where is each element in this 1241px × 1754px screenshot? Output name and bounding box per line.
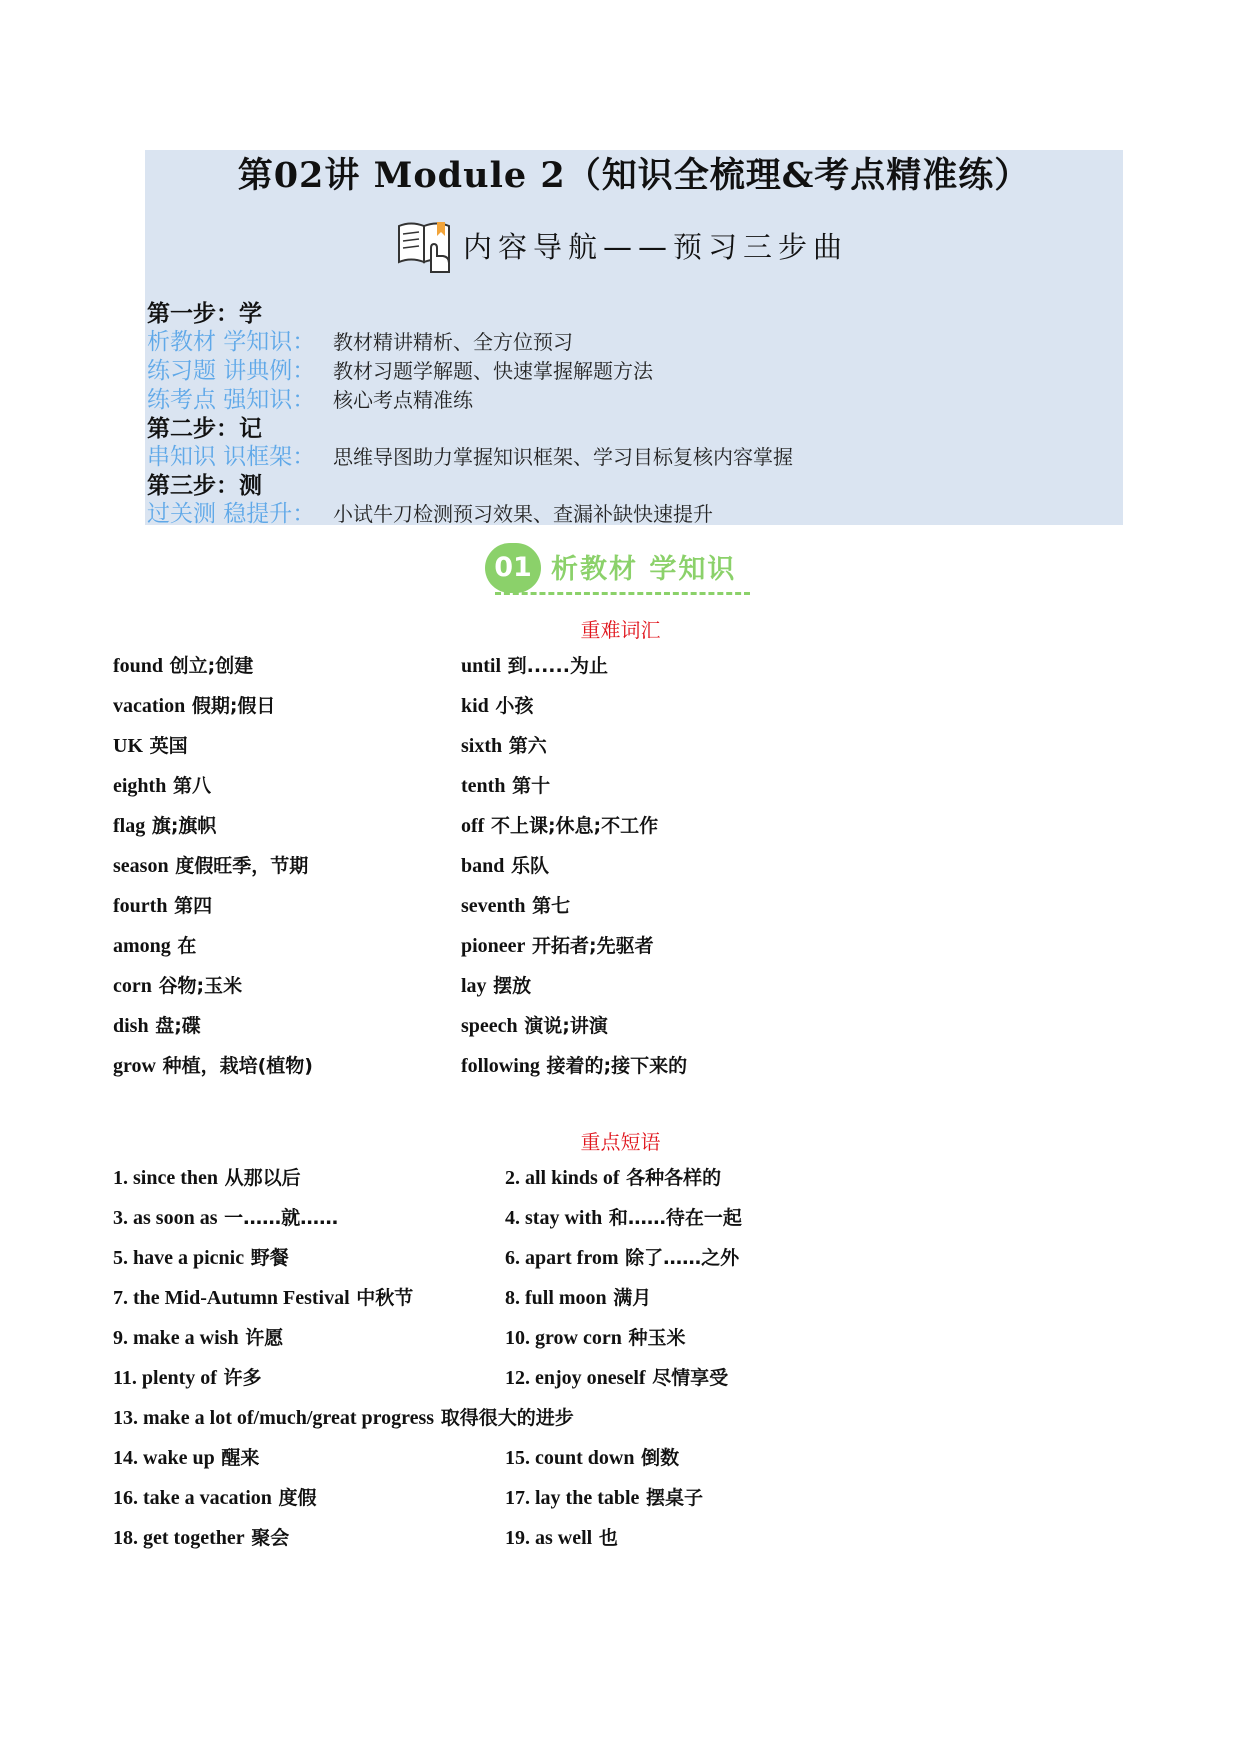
step-key: 练习题 讲典例： xyxy=(147,358,316,384)
vocab-item xyxy=(461,810,961,850)
vocab-item xyxy=(461,970,961,1010)
vocab-item-english: fourth xyxy=(113,895,168,917)
section-banner xyxy=(485,543,765,595)
phrase-item xyxy=(113,1442,505,1482)
vocab-item-chinese: 创立;创建 xyxy=(163,655,254,677)
phrase-item-english: 2. all kinds of xyxy=(505,1167,620,1189)
vocab-item-english: following xyxy=(461,1055,540,1077)
phrase-item-chinese: 醒来 xyxy=(214,1447,260,1469)
vocab-item-english: dish xyxy=(113,1015,149,1037)
phrase-item xyxy=(505,1162,1005,1202)
phrase-item xyxy=(505,1362,1005,1402)
vocab-item-chinese: 旗;旗帜 xyxy=(145,815,217,837)
phrase-item-chinese: 许多 xyxy=(216,1367,262,1389)
vocab-item xyxy=(461,1050,961,1090)
step-desc: 核心考点精准练 xyxy=(333,388,473,412)
step-line xyxy=(147,357,1107,386)
phrase-item-chinese: 度假 xyxy=(271,1487,317,1509)
vocab-item-english: season xyxy=(113,855,169,877)
phrase-item-english: 9. make a wish xyxy=(113,1327,239,1349)
vocab-item-english: corn xyxy=(113,975,152,997)
vocab-item-chinese: 第六 xyxy=(502,735,547,757)
phrase-item-chinese: 野餐 xyxy=(244,1247,289,1269)
phrase-item xyxy=(113,1402,1005,1442)
step-heading: 第三步：测 xyxy=(147,473,262,499)
phrase-item-chinese: 许愿 xyxy=(238,1327,284,1349)
vocab-item-chinese: 接着的;接下来的 xyxy=(539,1055,688,1077)
vocab-item-chinese: 演说;讲演 xyxy=(517,1015,608,1037)
phrase-item-english: 16. take a vacation xyxy=(113,1487,272,1509)
phrase-item-chinese: 一……就…… xyxy=(217,1207,339,1229)
phrase-item-english: 10. grow corn xyxy=(505,1327,622,1349)
phrase-item-english: 18. get together xyxy=(113,1527,245,1549)
phrase-item-chinese: 聚会 xyxy=(244,1527,290,1549)
phrase-item-chinese: 从那以后 xyxy=(218,1167,301,1189)
vocab-item-chinese: 第十 xyxy=(505,775,551,797)
banner-number: 01 xyxy=(485,543,541,593)
phrase-item-chinese: 和……待在一起 xyxy=(602,1207,742,1229)
vocab-item xyxy=(113,1050,461,1090)
vocab-item xyxy=(113,890,461,930)
vocab-item xyxy=(113,970,461,1010)
vocab-item-chinese: 盘;碟 xyxy=(148,1015,201,1037)
step-desc: 教材习题学解题、快速掌握解题方法 xyxy=(333,359,653,383)
vocab-item-chinese: 不上课;休息;不工作 xyxy=(484,815,659,837)
vocab-item-chinese: 小孩 xyxy=(488,695,534,717)
phrase-item-english: 5. have a picnic xyxy=(113,1247,245,1269)
vocab-item-chinese: 英国 xyxy=(143,735,188,757)
phrase-item-english: 17. lay the table xyxy=(505,1487,640,1509)
vocab-item xyxy=(461,650,961,690)
phrase-item-english: 11. plenty of xyxy=(113,1367,217,1389)
phrase-item-chinese: 倒数 xyxy=(634,1447,680,1469)
step-key: 析教材 学知识： xyxy=(147,329,316,355)
vocab-item xyxy=(461,850,961,890)
vocab-item-english: eighth xyxy=(113,775,167,797)
vocab-item xyxy=(113,650,461,690)
step-line xyxy=(147,386,1107,415)
phrase-item xyxy=(505,1202,1005,1242)
phrase-item-english: 12. enjoy oneself xyxy=(505,1367,646,1389)
vocab-heading: 重难词汇 xyxy=(580,618,661,642)
phrase-item xyxy=(505,1522,1005,1562)
step-line xyxy=(147,500,1107,529)
phrase-item-english: 1. since then xyxy=(113,1167,218,1189)
phrase-item-english: 3. as soon as xyxy=(113,1207,218,1229)
phrase-item-chinese: 满月 xyxy=(606,1287,652,1309)
phrase-item xyxy=(113,1162,505,1202)
phrase-item-chinese: 取得很大的进步 xyxy=(434,1407,574,1429)
phrase-list xyxy=(113,1162,1013,1562)
vocab-item-english: lay xyxy=(461,975,487,997)
step-key: 练考点 强知识： xyxy=(147,387,316,413)
vocab-item-english: speech xyxy=(461,1015,518,1037)
vocab-item-english: kid xyxy=(461,695,489,717)
vocab-item-chinese: 开拓者;先驱者 xyxy=(525,935,654,957)
vocab-item-chinese: 第七 xyxy=(525,895,571,917)
step-desc: 思维导图助力掌握知识框架、学习目标复核内容掌握 xyxy=(333,445,793,469)
phrase-item-english: 19. as well xyxy=(505,1527,593,1549)
phrase-item xyxy=(113,1282,505,1322)
phrase-item-english: 14. wake up xyxy=(113,1447,215,1469)
step-desc: 教材精讲精析、全方位预习 xyxy=(333,330,573,354)
vocab-item-chinese: 乐队 xyxy=(504,855,549,877)
vocab-item xyxy=(113,770,461,810)
phrase-item-chinese: 也 xyxy=(592,1527,618,1549)
vocab-item xyxy=(113,850,461,890)
phrase-item-english: 8. full moon xyxy=(505,1287,607,1309)
steps-list xyxy=(147,300,1107,529)
vocab-item xyxy=(461,730,961,770)
phrase-item xyxy=(505,1482,1005,1522)
vocab-item-chinese: 假期;假日 xyxy=(185,695,276,717)
vocab-item-english: among xyxy=(113,935,171,957)
phrase-item-chinese: 中秋节 xyxy=(349,1287,414,1309)
vocab-item-chinese: 摆放 xyxy=(486,975,532,997)
step-key: 过关测 稳提升： xyxy=(147,501,316,527)
vocab-item xyxy=(113,690,461,730)
vocab-item-chinese: 谷物;玉米 xyxy=(151,975,243,997)
vocab-item-chinese: 在 xyxy=(170,935,197,957)
vocab-item xyxy=(113,1010,461,1050)
phrase-item-english: 4. stay with xyxy=(505,1207,603,1229)
step-heading: 第一步：学 xyxy=(147,301,262,327)
phrase-item-chinese: 各种各样的 xyxy=(619,1167,722,1189)
nav-title: 内容导航——预习三步曲 xyxy=(462,229,848,264)
phrase-item xyxy=(505,1322,1005,1362)
step-line xyxy=(147,443,1107,472)
phrase-item xyxy=(505,1442,1005,1482)
phrase-item xyxy=(113,1322,505,1362)
phrase-item-chinese: 摆桌子 xyxy=(639,1487,704,1509)
vocab-item-chinese: 到......为止 xyxy=(501,655,608,677)
vocab-item-english: sixth xyxy=(461,735,503,757)
phrase-item xyxy=(505,1242,1005,1282)
vocab-item-chinese: 第四 xyxy=(167,895,213,917)
step-heading: 第二步：记 xyxy=(147,416,262,442)
phrase-item-chinese: 尽情享受 xyxy=(645,1367,729,1389)
vocab-item xyxy=(113,810,461,850)
vocab-list xyxy=(113,650,1013,1090)
vocab-item xyxy=(461,770,961,810)
vocab-item xyxy=(461,890,961,930)
content-nav xyxy=(0,210,1241,280)
book-pointer-icon xyxy=(393,212,459,278)
vocab-item xyxy=(113,730,461,770)
vocab-item-english: until xyxy=(461,655,502,677)
phrase-item-english: 6. apart from xyxy=(505,1247,619,1269)
phrase-item-english: 13. make a lot of/much/great progress xyxy=(113,1407,435,1429)
phrase-item xyxy=(113,1482,505,1522)
phrase-item xyxy=(113,1202,505,1242)
vocab-item-english: vacation xyxy=(113,695,186,717)
step-desc: 小试牛刀检测预习效果、查漏补缺快速提升 xyxy=(333,502,713,526)
vocab-item-chinese: 种植，栽培(植物) xyxy=(155,1055,313,1077)
step-line xyxy=(147,328,1107,357)
vocab-item xyxy=(113,930,461,970)
vocab-item-english: tenth xyxy=(461,775,506,797)
vocab-item xyxy=(461,690,961,730)
banner-title: 析教材 学知识 xyxy=(551,554,737,585)
phrase-item-chinese: 种玉米 xyxy=(621,1327,686,1349)
vocab-item-english: found xyxy=(113,655,164,677)
banner-underline xyxy=(495,592,750,595)
vocab-item-english: UK xyxy=(113,735,143,757)
phrase-item-english: 7. the Mid-Autumn Festival xyxy=(113,1287,350,1309)
step-key: 串知识 识框架： xyxy=(147,444,316,470)
vocab-item-english: grow xyxy=(113,1055,156,1077)
phrase-item-english: 15. count down xyxy=(505,1447,635,1469)
phrases-heading: 重点短语 xyxy=(580,1130,661,1154)
vocab-item-english: flag xyxy=(113,815,146,837)
vocab-item-english: band xyxy=(461,855,505,877)
phrase-item xyxy=(505,1282,1005,1322)
vocab-item-chinese: 度假旺季，节期 xyxy=(168,855,309,877)
phrase-item xyxy=(113,1522,505,1562)
vocab-item xyxy=(461,1010,961,1050)
phrase-item-chinese: 除了……之外 xyxy=(618,1247,740,1269)
page-title: 第02讲 Module 2（知识全梳理&考点精准练） xyxy=(237,155,1031,196)
vocab-item-english: pioneer xyxy=(461,935,526,957)
vocab-item-chinese: 第八 xyxy=(166,775,211,797)
phrase-item xyxy=(113,1362,505,1402)
phrase-item xyxy=(113,1242,505,1282)
vocab-item xyxy=(461,930,961,970)
vocab-item-english: off xyxy=(461,815,485,837)
vocab-item-english: seventh xyxy=(461,895,526,917)
